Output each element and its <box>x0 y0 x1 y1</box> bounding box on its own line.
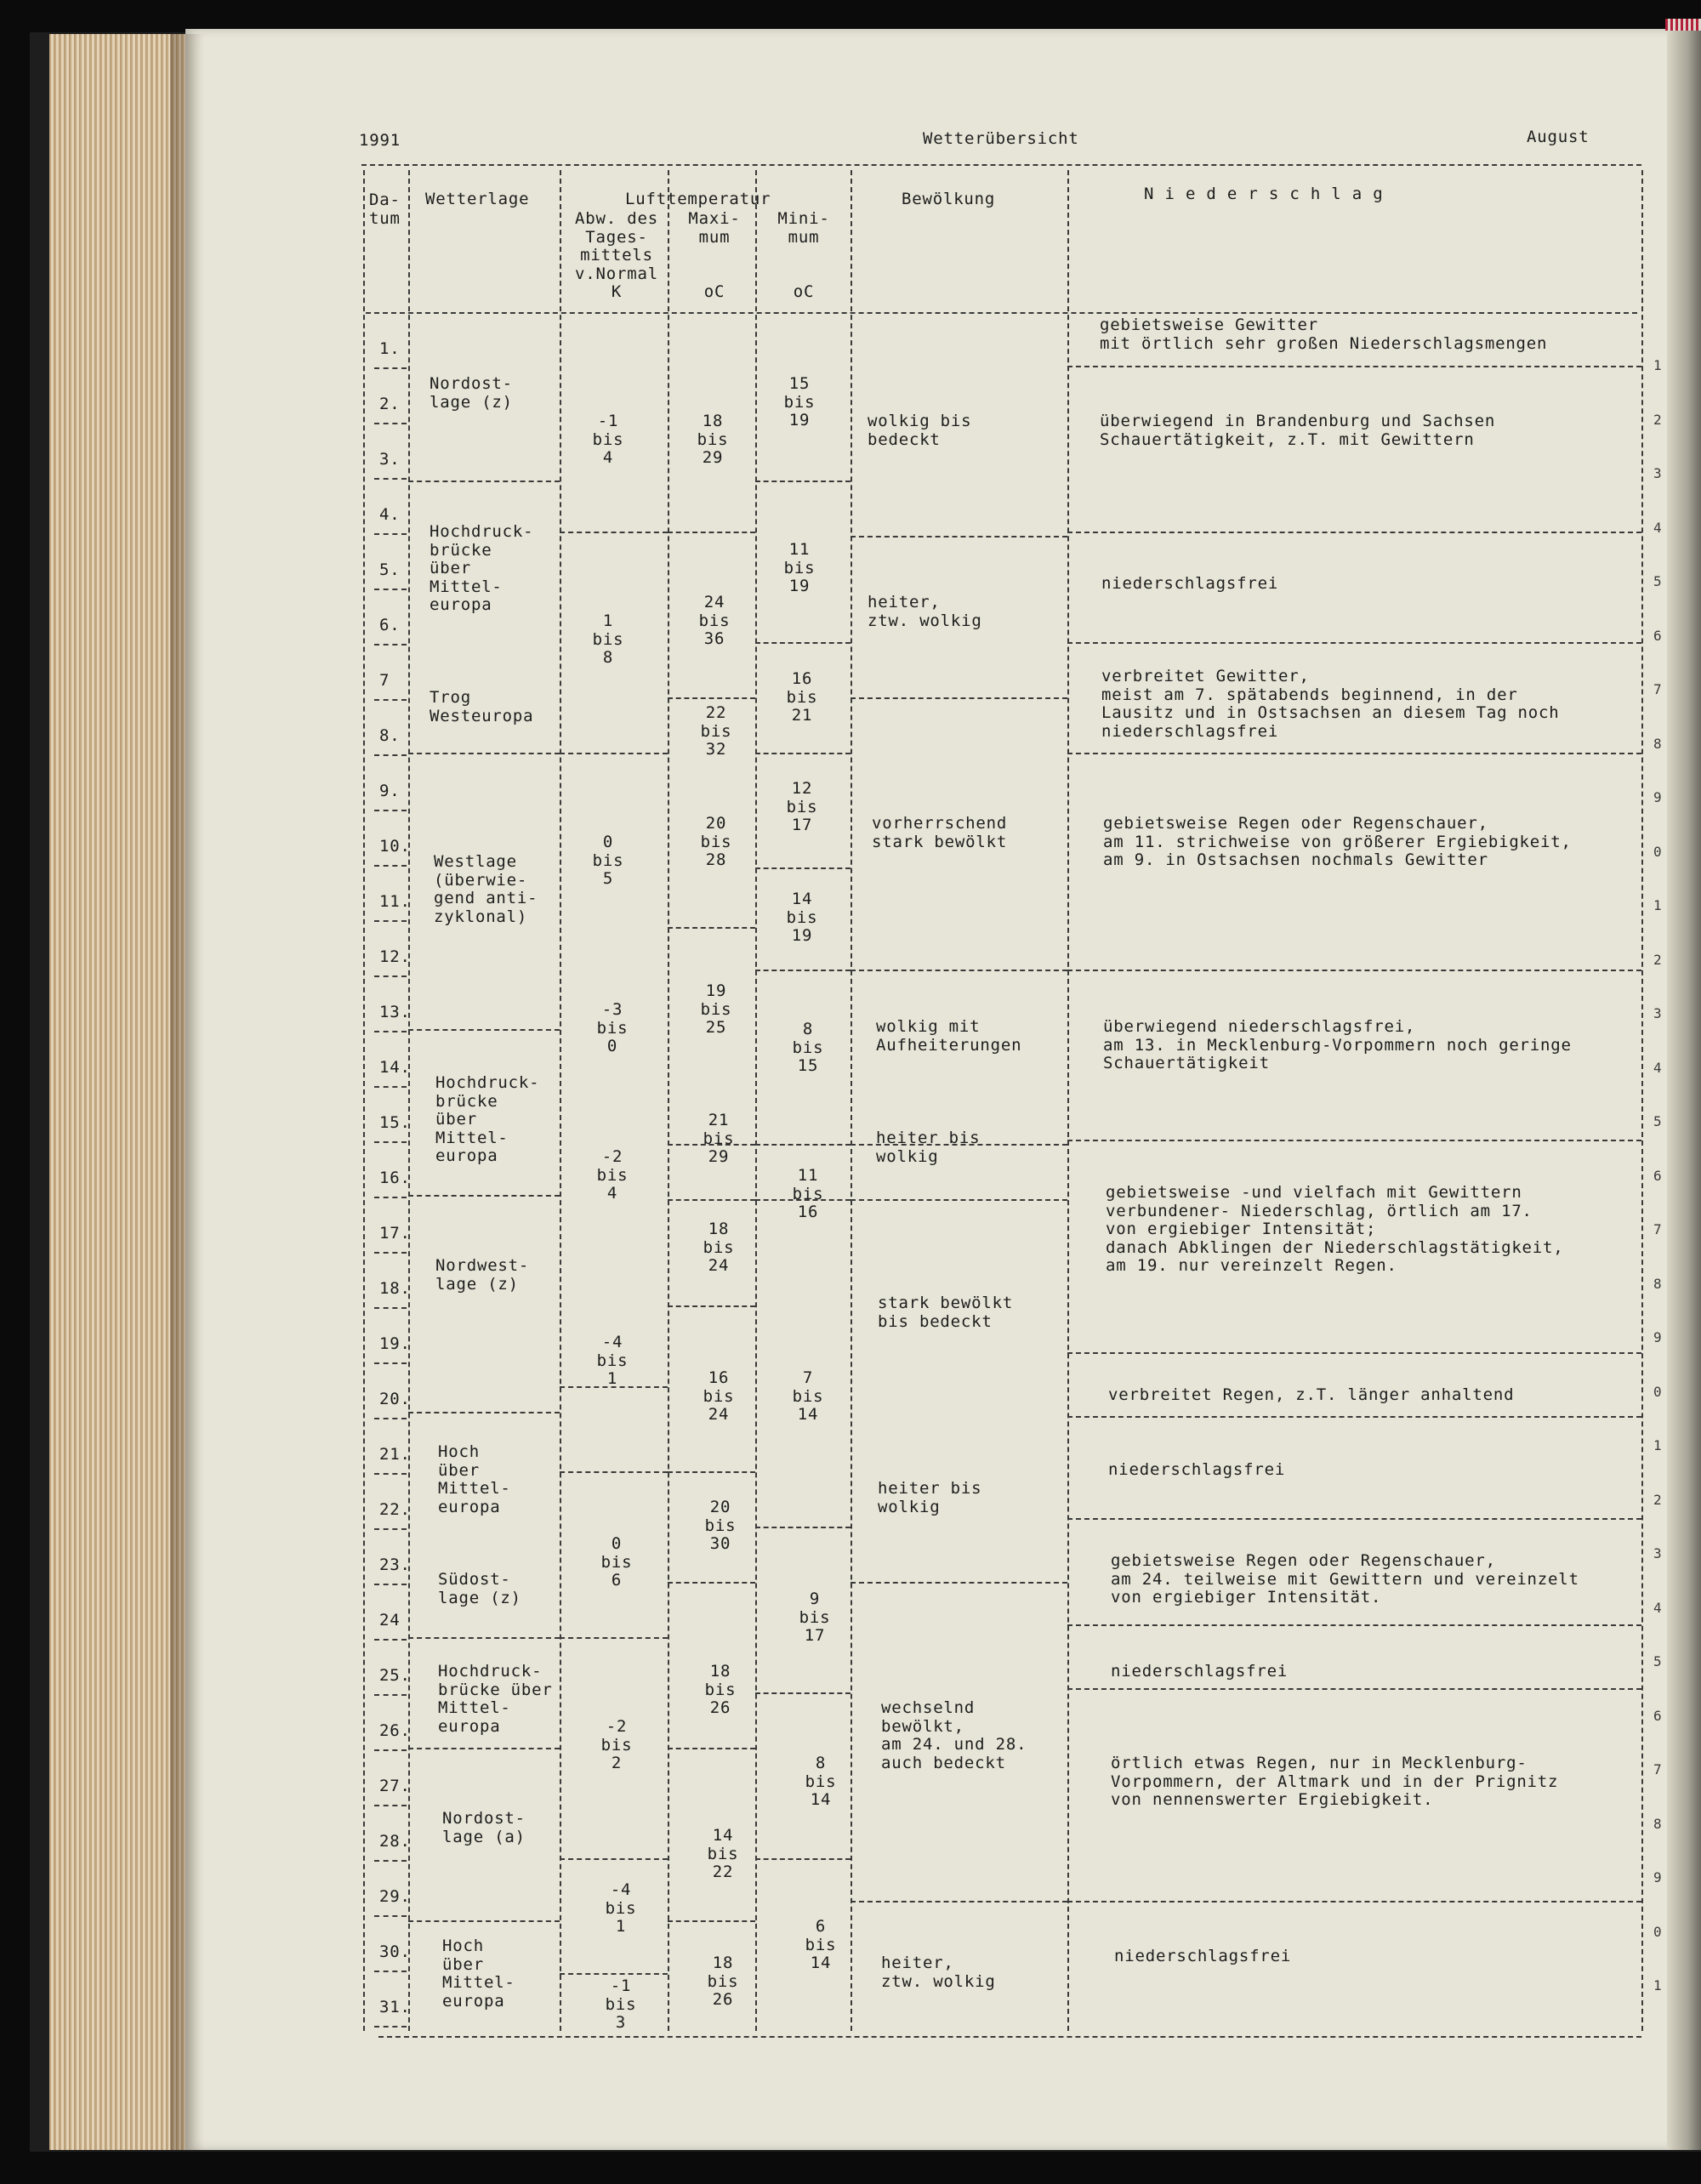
table-horizontal-rule <box>668 927 755 929</box>
wetterlage-cell: Nordost- lage (z) <box>430 374 513 412</box>
abweichung-cell: -4 bis 1 <box>596 1333 629 1388</box>
minimum-cell: 6 bis 14 <box>805 1917 837 1972</box>
day-label: 22. <box>379 1500 411 1519</box>
minimum-cell: 7 bis 14 <box>792 1368 824 1424</box>
table-horizontal-rule <box>408 1920 560 1922</box>
day-separator <box>374 1197 407 1198</box>
day-separator <box>374 810 407 811</box>
table-horizontal-rule <box>1067 1416 1641 1418</box>
bewoelkung-cell: heiter bis wolkig <box>878 1479 982 1516</box>
day-label: 30. <box>379 1942 411 1961</box>
table-horizontal-rule <box>378 2036 1641 2038</box>
day-separator <box>374 1473 407 1475</box>
col-header-niederschlag: N i e d e r s c h l a g <box>1144 185 1384 203</box>
wetterlage-cell: Nordwest- lage (z) <box>435 1256 530 1294</box>
niederschlag-cell: niederschlagsfrei <box>1101 574 1279 593</box>
maximum-cell: 22 bis 32 <box>700 703 732 759</box>
table-horizontal-rule <box>1067 532 1641 533</box>
table-horizontal-rule <box>1067 642 1641 644</box>
day-separator <box>374 699 407 701</box>
table-horizontal-rule <box>408 753 560 754</box>
table-horizontal-rule <box>1067 1624 1641 1626</box>
margin-mark: 0 <box>1653 843 1662 860</box>
table-horizontal-rule <box>408 1412 560 1413</box>
margin-mark: 3 <box>1653 465 1662 481</box>
table-horizontal-rule <box>668 697 755 699</box>
day-label: 25. <box>379 1666 411 1685</box>
maximum-cell: 16 bis 24 <box>703 1368 735 1424</box>
table-horizontal-rule <box>668 1920 755 1922</box>
day-separator <box>374 1915 407 1917</box>
table-horizontal-rule <box>408 1637 560 1639</box>
niederschlag-cell: niederschlagsfrei <box>1111 1662 1289 1681</box>
bewoelkung-cell: wolkig mit Aufheiterungen <box>876 1017 1022 1055</box>
margin-mark: 8 <box>1653 735 1662 752</box>
wetterlage-cell: Trog Westeuropa <box>430 688 534 725</box>
day-separator <box>374 589 407 590</box>
col-header-minimum: Mini- mum oC <box>777 209 830 301</box>
margin-mark: 7 <box>1653 1221 1662 1237</box>
day-label: 24 <box>379 1611 401 1629</box>
wetterlage-cell: Hochdruck- brücke über Mittel- europa <box>435 1073 540 1165</box>
day-label: 23. <box>379 1556 411 1574</box>
maximum-cell: 24 bis 36 <box>698 593 731 648</box>
wetterlage-cell: Südost- lage (z) <box>438 1570 521 1607</box>
table-horizontal-rule <box>668 1305 755 1307</box>
day-label: 17. <box>379 1224 411 1243</box>
table-horizontal-rule <box>755 1858 850 1860</box>
abweichung-cell: -3 bis 0 <box>596 1000 629 1055</box>
minimum-cell: 12 bis 17 <box>786 779 818 834</box>
margin-mark: 3 <box>1653 1545 1662 1561</box>
wetterlage-cell: Hochdruck- brücke über Mittel- europa <box>430 522 534 614</box>
abweichung-cell: -4 bis 1 <box>605 1880 637 1936</box>
margin-mark: 0 <box>1653 1923 1662 1940</box>
day-label: 8. <box>379 726 401 745</box>
abweichung-cell: -2 bis 2 <box>600 1717 633 1772</box>
wetterlage-cell: Westlage (überwie- gend anti- zyklonal) <box>434 852 538 926</box>
table-horizontal-rule <box>755 642 850 644</box>
red-bookmark-tab <box>1665 19 1701 31</box>
maximum-cell: 19 bis 25 <box>700 981 732 1037</box>
maximum-cell: 18 bis 26 <box>707 1954 739 2009</box>
col-header-bewoelkung: Bewölkung <box>902 190 996 208</box>
day-separator <box>374 1362 407 1364</box>
day-label: 15. <box>379 1113 411 1132</box>
day-separator <box>374 1307 407 1309</box>
day-label: 29. <box>379 1887 411 1906</box>
bewoelkung-cell: heiter bis wolkig <box>876 1129 981 1166</box>
day-separator <box>374 1528 407 1530</box>
bewoelkung-cell: heiter, ztw. wolkig <box>868 593 982 630</box>
day-separator <box>374 1971 407 1972</box>
niederschlag-cell: gebietsweise Regen oder Regenschauer, am 24. teilweise mit Gewittern und vereinzelt von ergiebiger Intensität. <box>1111 1551 1579 1607</box>
maximum-cell: 20 bis 28 <box>700 814 732 869</box>
col-header-datum: Da- tum <box>369 191 401 228</box>
table-horizontal-rule <box>755 970 850 971</box>
maximum-cell: 18 bis 26 <box>704 1662 737 1717</box>
table-horizontal-rule <box>361 164 1641 166</box>
day-label: 3. <box>379 450 401 469</box>
col-header-abweichung: Abw. des Tages- mittels v.Normal K <box>575 209 658 301</box>
niederschlag-cell: gebietsweise Gewitter mit örtlich sehr großen Niederschlagsmengen <box>1100 316 1548 353</box>
day-separator <box>374 920 407 922</box>
table-vertical-rule <box>668 170 669 2031</box>
table-horizontal-rule <box>408 1195 560 1197</box>
margin-mark: 3 <box>1653 1005 1662 1021</box>
day-separator <box>374 478 407 480</box>
table-horizontal-rule <box>1067 970 1641 971</box>
table-horizontal-rule <box>560 1973 668 1975</box>
day-separator <box>374 2026 407 2028</box>
maximum-cell: 18 bis 29 <box>697 412 729 467</box>
table-horizontal-rule <box>668 1582 755 1584</box>
day-label: 6. <box>379 616 401 634</box>
table-horizontal-rule <box>560 1858 668 1860</box>
table-vertical-rule <box>408 170 410 2031</box>
day-separator <box>374 1418 407 1419</box>
margin-mark: 4 <box>1653 1059 1662 1076</box>
margin-mark: 1 <box>1653 357 1662 373</box>
table-horizontal-rule <box>850 1901 1067 1902</box>
day-separator <box>374 644 407 646</box>
day-separator <box>374 423 407 424</box>
maximum-cell: 14 bis 22 <box>707 1826 739 1881</box>
minimum-cell: 8 bis 14 <box>805 1754 837 1809</box>
table-horizontal-rule <box>1067 1901 1641 1902</box>
minimum-cell: 11 bis 19 <box>783 540 816 595</box>
margin-mark: 1 <box>1653 897 1662 913</box>
table-horizontal-rule <box>668 1471 755 1473</box>
table-vertical-rule <box>363 170 365 2031</box>
table-horizontal-rule <box>755 481 850 482</box>
bewoelkung-cell: wechselnd bewölkt, am 24. und 28. auch bedeckt <box>881 1698 1027 1772</box>
table-vertical-rule <box>560 170 561 2031</box>
table-horizontal-rule <box>560 532 668 533</box>
bewoelkung-cell: heiter, ztw. wolkig <box>881 1954 996 1991</box>
niederschlag-cell: verbreitet Gewitter, meist am 7. spätabends beginnend, in der Lausitz und in Ostsachsen an diesem Tag noch niederschlagsfrei <box>1101 667 1560 741</box>
margin-mark: 2 <box>1653 1491 1662 1508</box>
margin-mark: 9 <box>1653 789 1662 805</box>
table-horizontal-rule <box>560 1637 668 1639</box>
margin-mark: 4 <box>1653 519 1662 536</box>
minimum-cell: 8 bis 15 <box>792 1020 824 1075</box>
margin-mark: 9 <box>1653 1329 1662 1345</box>
table-horizontal-rule <box>850 697 1067 699</box>
margin-mark: 5 <box>1653 1113 1662 1129</box>
day-separator <box>374 1694 407 1696</box>
table-horizontal-rule <box>755 1527 850 1528</box>
page-title: Wetterübersicht <box>923 129 1079 148</box>
minimum-cell: 16 bis 21 <box>786 669 818 725</box>
day-separator <box>374 975 407 977</box>
day-label: 18. <box>379 1279 411 1298</box>
col-header-wetterlage: Wetterlage <box>425 190 530 208</box>
day-label: 28. <box>379 1832 411 1851</box>
table-vertical-rule <box>755 170 757 2031</box>
day-label: 12. <box>379 947 411 966</box>
abweichung-cell: -2 bis 4 <box>596 1147 629 1203</box>
wetterlage-cell: Hoch über Mittel- europa <box>442 1937 515 2011</box>
margin-mark: 6 <box>1653 1707 1662 1724</box>
table-horizontal-rule <box>408 1748 560 1749</box>
wetterlage-cell: Hoch über Mittel- europa <box>438 1442 511 1516</box>
niederschlag-cell: niederschlagsfrei <box>1114 1947 1292 1965</box>
month-label: August <box>1527 128 1590 146</box>
niederschlag-cell: örtlich etwas Regen, nur in Mecklenburg- Vorpommern, der Altmark und in der Prignitz von nennenswerter Ergiebigkeit. <box>1111 1754 1559 1809</box>
abweichung-cell: 1 bis 8 <box>592 611 624 667</box>
day-separator <box>374 1031 407 1032</box>
bewoelkung-cell: wolkig bis bedeckt <box>868 412 972 449</box>
margin-mark: 2 <box>1653 411 1662 428</box>
day-separator <box>374 1584 407 1585</box>
table-horizontal-rule <box>1067 1352 1641 1354</box>
day-label: 13. <box>379 1003 411 1021</box>
niederschlag-cell: überwiegend niederschlagsfrei, am 13. in Mecklenburg-Vorpommern noch geringe Schauertätigkeit <box>1103 1017 1572 1072</box>
margin-mark: 4 <box>1653 1599 1662 1616</box>
table-horizontal-rule <box>755 1692 850 1694</box>
day-separator <box>374 367 407 369</box>
margin-mark: 5 <box>1653 573 1662 589</box>
page-curl-edge <box>1667 29 1701 2150</box>
table-horizontal-rule <box>850 970 1067 971</box>
maximum-cell: 21 bis 29 <box>703 1111 735 1166</box>
bewoelkung-cell: vorherrschend stark bewölkt <box>872 814 1008 851</box>
table-horizontal-rule <box>850 536 1067 537</box>
day-separator <box>374 865 407 867</box>
table-horizontal-rule <box>1067 366 1641 367</box>
niederschlag-cell: überwiegend in Brandenburg und Sachsen Schauertätigkeit, z.T. mit Gewittern <box>1100 412 1496 449</box>
day-label: 27. <box>379 1777 411 1795</box>
day-label: 1. <box>379 339 401 358</box>
wetterlage-cell: Hochdruck- brücke über Mittel- europa <box>438 1662 553 1736</box>
day-separator <box>374 1639 407 1641</box>
table-horizontal-rule <box>366 312 1637 314</box>
margin-mark: 5 <box>1653 1653 1662 1669</box>
margin-mark: 1 <box>1653 1977 1662 1993</box>
margin-mark: 8 <box>1653 1815 1662 1832</box>
table-horizontal-rule <box>850 1199 1067 1201</box>
table-horizontal-rule <box>560 753 668 754</box>
day-label: 5. <box>379 560 401 579</box>
table-horizontal-rule <box>755 753 850 754</box>
margin-mark: 2 <box>1653 951 1662 968</box>
wetterlage-cell: Nordost- lage (a) <box>442 1809 526 1846</box>
day-label: 21. <box>379 1445 411 1464</box>
day-label: 2. <box>379 395 401 413</box>
day-label: 4. <box>379 505 401 524</box>
day-separator <box>374 1860 407 1862</box>
year-label: 1991 <box>359 131 401 150</box>
abweichung-cell: 0 bis 6 <box>600 1534 633 1590</box>
table-vertical-rule <box>1641 170 1643 2031</box>
bewoelkung-cell: stark bewölkt bis bedeckt <box>878 1294 1014 1331</box>
table-horizontal-rule <box>1067 1688 1641 1690</box>
day-separator <box>374 1252 407 1254</box>
page-stack-edges <box>49 34 185 2150</box>
margin-mark: 7 <box>1653 681 1662 697</box>
table-horizontal-rule <box>668 532 755 533</box>
minimum-cell: 9 bis 17 <box>799 1590 831 1645</box>
table-horizontal-rule <box>755 1144 850 1146</box>
day-label: 31. <box>379 1998 411 2016</box>
day-label: 16. <box>379 1169 411 1187</box>
day-label: 14. <box>379 1058 411 1077</box>
day-separator <box>374 533 407 535</box>
day-label: 11. <box>379 892 411 911</box>
abweichung-cell: -1 bis 3 <box>605 1976 637 2032</box>
day-separator <box>374 1086 407 1088</box>
margin-mark: 1 <box>1653 1437 1662 1453</box>
abweichung-cell: -1 bis 4 <box>592 412 624 467</box>
minimum-cell: 14 bis 19 <box>786 890 818 945</box>
table-horizontal-rule <box>408 1029 560 1031</box>
margin-mark: 8 <box>1653 1275 1662 1292</box>
day-label: 9. <box>379 782 401 800</box>
niederschlag-cell: verbreitet Regen, z.T. länger anhaltend <box>1108 1385 1515 1404</box>
margin-mark: 6 <box>1653 1167 1662 1184</box>
col-header-lufttemperatur: Lufttemperatur <box>625 190 771 208</box>
margin-mark: 6 <box>1653 627 1662 644</box>
day-separator <box>374 1805 407 1806</box>
minimum-cell: 15 bis 19 <box>783 374 816 429</box>
table-horizontal-rule <box>1067 1518 1641 1520</box>
day-separator <box>374 1141 407 1143</box>
maximum-cell: 20 bis 30 <box>704 1498 737 1553</box>
table-horizontal-rule <box>755 867 850 869</box>
margin-mark: 0 <box>1653 1383 1662 1400</box>
table-horizontal-rule <box>850 1582 1067 1584</box>
day-separator <box>374 1749 407 1751</box>
table-horizontal-rule <box>1067 1140 1641 1141</box>
day-label: 7 <box>379 671 390 690</box>
table-vertical-rule <box>1067 170 1069 2031</box>
table-horizontal-rule <box>560 1471 668 1473</box>
niederschlag-cell: gebietsweise Regen oder Regenschauer, am 11. strichweise von größerer Ergiebigkeit, am 9. in Ostsachsen nochmals Gewitter <box>1103 814 1572 869</box>
minimum-cell: 11 bis 16 <box>792 1166 824 1221</box>
day-label: 19. <box>379 1334 411 1353</box>
table-horizontal-rule <box>408 481 560 482</box>
day-separator <box>374 754 407 756</box>
binding-gutter <box>170 34 204 2150</box>
day-label: 26. <box>379 1721 411 1740</box>
abweichung-cell: 0 bis 5 <box>592 833 624 888</box>
margin-mark: 9 <box>1653 1869 1662 1885</box>
table-vertical-rule <box>850 170 852 2031</box>
day-label: 20. <box>379 1390 411 1408</box>
table-horizontal-rule <box>668 1748 755 1749</box>
col-header-maximum: Maxi- mum oC <box>688 209 741 301</box>
table-horizontal-rule <box>1067 753 1641 754</box>
maximum-cell: 18 bis 24 <box>703 1220 735 1275</box>
margin-mark: 7 <box>1653 1761 1662 1777</box>
day-label: 10. <box>379 837 411 856</box>
table-horizontal-rule <box>668 1199 755 1201</box>
niederschlag-cell: gebietsweise -und vielfach mit Gewittern verbundener- Niederschlag, örtlich am 17. von ergiebiger Intensität; danach Abklingen der Niederschlagstätigkeit, am 19. nur vereinzelt Regen. <box>1106 1183 1564 1275</box>
niederschlag-cell: niederschlagsfrei <box>1108 1460 1286 1479</box>
